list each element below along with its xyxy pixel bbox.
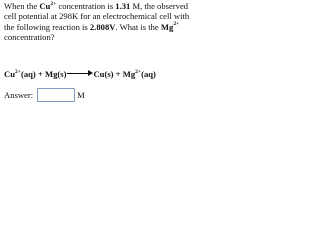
question-part4: . What is the [115, 21, 161, 32]
reaction-arrow-icon [67, 70, 93, 76]
answer-unit: M [77, 90, 85, 100]
reactant-cu-charge: 2+ [15, 68, 21, 75]
question-part1: When the [4, 1, 40, 11]
cu-ion-symbol: Cu [39, 1, 51, 11]
reaction-equation [4, 69, 156, 79]
question-part3: M, the observed cell potential at 298K for an electrochemical cell with the following reaction is [4, 1, 190, 32]
product-rest: (aq) [141, 69, 156, 79]
cell-potential-value: 2.808V [89, 21, 116, 32]
question-part2: concentration is [56, 1, 116, 11]
reactant-cu-symbol: Cu [4, 69, 15, 79]
cu-ion-charge: 2+ [50, 0, 57, 7]
reactant-rest: (aq) + Mg(s) [20, 69, 67, 79]
answer-label: Answer: [4, 90, 34, 100]
mg-ion-charge: 2+ [173, 21, 180, 28]
product-part1: Cu(s) + Mg [93, 69, 136, 79]
product-mg-charge: 2+ [135, 68, 142, 75]
mg-ion-symbol: Mg [160, 21, 174, 32]
answer-input[interactable] [37, 88, 75, 102]
cu-concentration-value: 1.31 [115, 1, 131, 11]
question-paragraph [4, 1, 198, 43]
question-text [4, 1, 198, 43]
answer-row [4, 88, 85, 102]
question-part5: concentration? [4, 32, 55, 43]
